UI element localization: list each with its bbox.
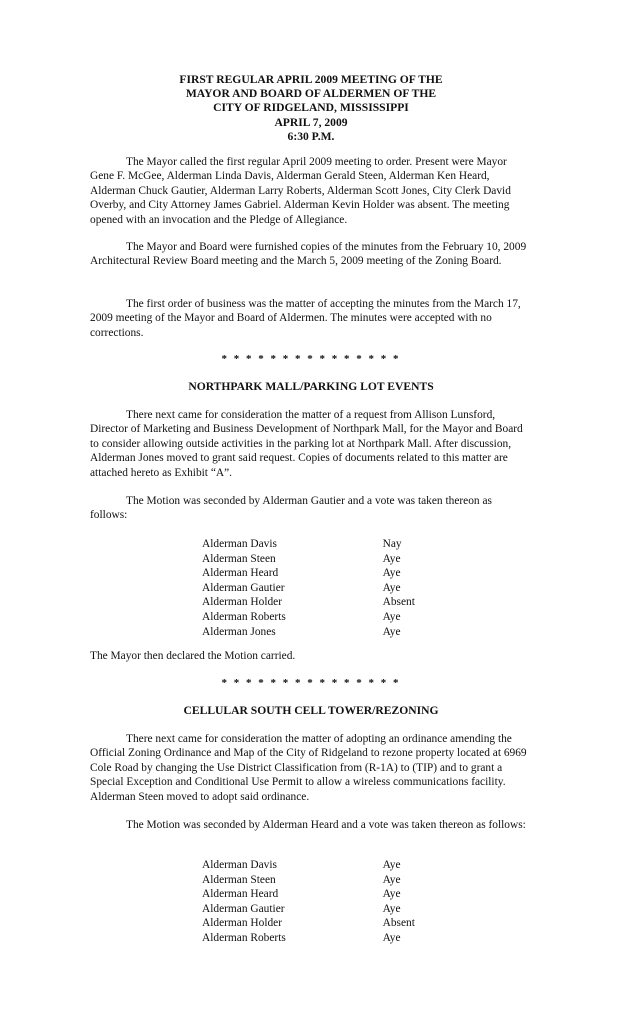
northpark-motion-paragraph xyxy=(90,494,530,523)
vote-row xyxy=(202,858,462,873)
alderman-name: Alderman Heard xyxy=(202,567,279,580)
paragraph-text: The Motion was seconded by Alderman Gautier and a vote was taken thereon as follows: xyxy=(90,495,492,522)
alderman-name: Alderman Gautier xyxy=(202,581,285,594)
northpark-result-paragraph: The Mayor then declared the Motion carried. xyxy=(90,650,296,662)
meeting-date: APRIL 7, 2009 xyxy=(274,115,348,129)
vote-value: Aye xyxy=(382,610,401,623)
vote-row xyxy=(202,552,462,567)
vote-value: Aye xyxy=(382,581,401,594)
vote-value: Aye xyxy=(382,552,401,565)
vote-value: Nay xyxy=(382,538,402,550)
vote-row xyxy=(202,566,462,581)
vote-value: Aye xyxy=(382,567,401,580)
paragraph-text: The first order of business was the matter of accepting the minutes from the March 17, 2009 meeting of the Mayor and Board of Aldermen. The minutes were accepted with no corrections. xyxy=(90,298,521,339)
alderman-name: Alderman Steen xyxy=(202,552,276,565)
title-line: CITY OF RIDGELAND, MISSISSIPPI xyxy=(213,101,409,115)
alderman-name: Alderman Roberts xyxy=(202,931,286,944)
section-heading-northpark: NORTHPARK MALL/PARKING LOT EVENTS xyxy=(188,380,434,393)
alderman-name: Alderman Holder xyxy=(202,596,283,609)
vote-value: Aye xyxy=(382,931,401,944)
alderman-name: Alderman Steen xyxy=(202,873,276,886)
section-heading-cell-tower: CELLULAR SOUTH CELL TOWER/REZONING xyxy=(183,704,439,717)
paragraph-text: The Mayor called the first regular April 2009 meeting to order. Present were Mayor Gene F. McGee, Alderman Linda Davis, Alderman Gerald Steen, Alderman Ken Heard, Alderman Chuck Gautier, Alderman Larry Roberts, Alderman Scott Jones, City Clerk David Overby, and City Attorney James Gabriel. Alderman Kevin Holder was absent. The meeting opened with an invocation and the Pledge of Allegiance. xyxy=(90,156,511,226)
vote-row xyxy=(202,595,462,610)
alderman-name: Alderman Heard xyxy=(202,888,279,901)
alderman-name: Alderman Gautier xyxy=(202,902,285,915)
vote-row xyxy=(202,902,462,917)
vote-row xyxy=(202,625,462,640)
meeting-time: 6:30 P.M. xyxy=(287,129,335,143)
vote-value: Aye xyxy=(382,873,401,886)
alderman-name: Alderman Holder xyxy=(202,917,283,930)
section-divider: * * * * * * * * * * * * * * * xyxy=(221,353,401,365)
vote-value: Aye xyxy=(382,888,401,901)
alderman-name: Alderman Roberts xyxy=(202,610,286,623)
title-line: FIRST REGULAR APRIL 2009 MEETING OF THE xyxy=(179,73,443,86)
meeting-title xyxy=(0,73,622,144)
northpark-request-paragraph xyxy=(90,408,530,480)
intro-paragraph-minutes-furnished xyxy=(90,240,530,269)
cell-tower-motion-paragraph xyxy=(90,818,530,832)
vote-row xyxy=(202,887,462,902)
vote-value: Aye xyxy=(382,625,401,638)
title-line: MAYOR AND BOARD OF ALDERMEN OF THE xyxy=(185,87,437,101)
vote-row xyxy=(202,581,462,596)
paragraph-text: There next came for consideration the matter of a request from Allison Lunsford, Director of Marketing and Business Development of Northpark Mall, for the Mayor and Board to consider allowing outside activities in the parking lot at Northpark Mall. After discussion, Alderman Jones moved to grant said request. Copies of documents related to this matter are attached hereto as Exhibit “A”. xyxy=(90,409,523,479)
paragraph-text: The Motion was seconded by Alderman Heard and a vote was taken thereon as follows: xyxy=(126,819,526,831)
vote-row xyxy=(202,873,462,888)
cell-tower-vote-table xyxy=(202,858,462,946)
northpark-vote-table xyxy=(202,537,462,639)
intro-paragraph-minutes-accepted xyxy=(90,297,530,340)
vote-row xyxy=(202,537,462,552)
section-divider: * * * * * * * * * * * * * * * xyxy=(221,677,401,689)
paragraph-text: The Mayor and Board were furnished copies of the minutes from the February 10, 2009 Architectural Review Board meeting and the March 5, 2009 meeting of the Zoning Board. xyxy=(90,241,527,268)
intro-paragraph-attendance xyxy=(90,155,530,227)
vote-value: Absent xyxy=(382,596,415,609)
alderman-name: Alderman Davis xyxy=(202,859,277,871)
vote-value: Aye xyxy=(382,902,401,915)
cell-tower-ordinance-paragraph xyxy=(90,732,530,804)
vote-row xyxy=(202,916,462,931)
alderman-name: Alderman Jones xyxy=(202,625,276,638)
vote-value: Aye xyxy=(382,859,401,871)
vote-row xyxy=(202,931,462,946)
alderman-name: Alderman Davis xyxy=(202,538,277,550)
vote-row xyxy=(202,610,462,625)
vote-value: Absent xyxy=(382,917,415,930)
paragraph-text: There next came for consideration the matter of adopting an ordinance amending the Official Zoning Ordinance and Map of the City of Ridgeland to rezone property located at 6969 Cole Road by changing the Use District Classification from (R-1A) to (TIP) and to grant a Special Exception and Conditional Use Permit to allow a wireless communications facility. Alderman Steen moved to adopt said ordinance. xyxy=(90,733,527,803)
